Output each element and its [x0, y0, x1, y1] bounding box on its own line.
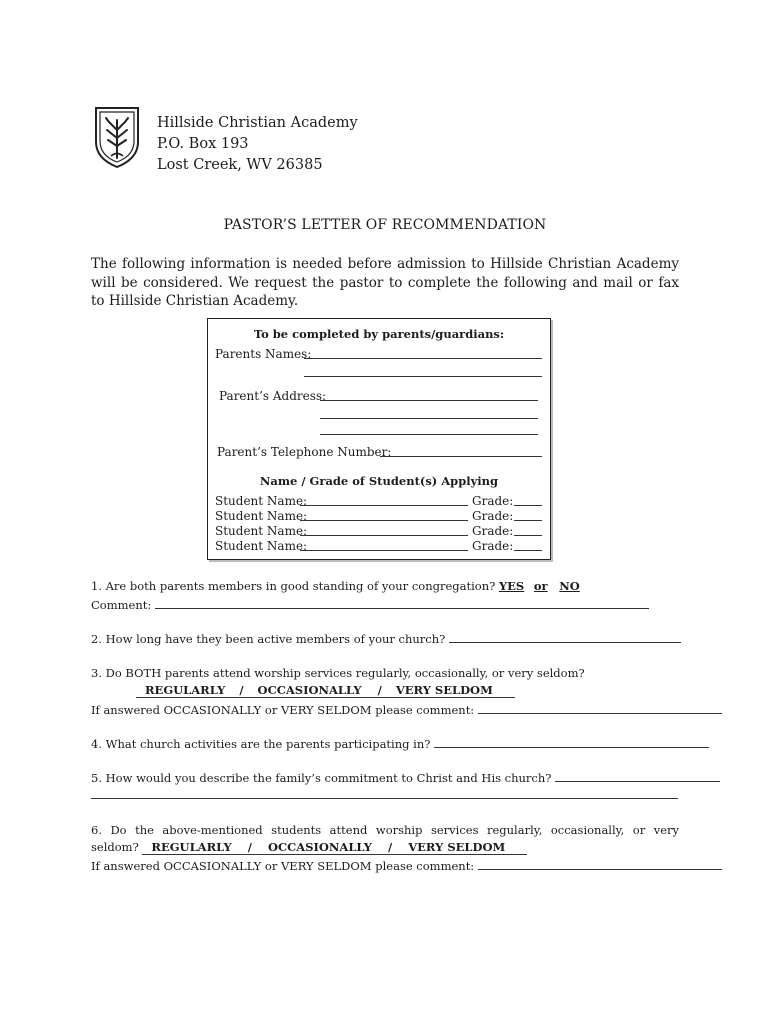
question-6-option-group — [142, 841, 527, 855]
grade-label: Grade: — [472, 509, 514, 523]
student-name-line-2[interactable] — [300, 509, 468, 521]
school-crest-logo — [94, 106, 140, 168]
parents-names-line-1[interactable] — [304, 347, 542, 359]
question-3-text: 3. Do BOTH parents attend worship services regularly, occasionally, or very seldom? — [91, 666, 585, 680]
parents-address-line-3[interactable] — [320, 423, 538, 435]
question-6-text: 6. Do the above-mentioned students attend worship services regularly, occasionally, or very — [91, 823, 679, 837]
slash: / — [377, 683, 382, 697]
question-5-text: 5. How would you describe the family’s commitment to Christ and His church? — [91, 771, 552, 785]
student-name-line-1[interactable] — [300, 494, 468, 506]
question-2-text: 2. How long have they been active members of your church? — [91, 632, 446, 646]
school-city: Lost Creek, WV 26385 — [157, 157, 323, 173]
question-2-line[interactable] — [449, 631, 681, 643]
question-5 — [91, 770, 720, 785]
comment-row — [91, 597, 649, 612]
grade-line-4[interactable] — [514, 539, 542, 551]
question-4-line[interactable] — [434, 736, 709, 748]
student-name-label: Student Name: — [215, 494, 308, 508]
question-1-text: 1. Are both parents members in good standing of your congregation? — [91, 579, 496, 593]
question-1 — [91, 579, 580, 593]
question-4 — [91, 736, 709, 751]
parents-address-line-2[interactable] — [320, 407, 538, 419]
parents-names-label: Parents Names: — [215, 347, 312, 361]
grade-label: Grade: — [472, 539, 514, 553]
student-name-line-4[interactable] — [300, 539, 468, 551]
if-answered-label: If answered OCCASIONALLY or VERY SELDOM please comment: — [91, 703, 475, 717]
box-heading: To be completed by parents/guardians: — [253, 327, 505, 341]
school-po-box: P.O. Box 193 — [157, 136, 249, 152]
student-name-label: Student Name: — [215, 539, 308, 553]
parents-names-line-2[interactable] — [304, 365, 542, 377]
regularly-option[interactable]: REGULARLY — [145, 683, 226, 697]
grade-label: Grade: — [472, 524, 514, 538]
page-title: PASTOR’S LETTER OF RECOMMENDATION — [223, 217, 547, 233]
parents-phone-line[interactable] — [380, 445, 542, 457]
occasionally-option[interactable]: OCCASIONALLY — [267, 840, 372, 854]
question-4-text: 4. What church activities are the parents participating in? — [91, 737, 431, 751]
student-name-label: Student Name: — [215, 524, 308, 538]
slash: / — [239, 683, 244, 697]
question-5-line-2[interactable] — [91, 787, 678, 799]
comment-line[interactable] — [155, 597, 649, 609]
slash: / — [247, 840, 252, 854]
question-3-comment — [91, 702, 722, 717]
grade-line-2[interactable] — [514, 509, 542, 521]
parent-info-box — [207, 318, 551, 560]
students-heading: Name / Grade of Student(s) Applying — [259, 474, 499, 488]
parents-phone-label: Parent’s Telephone Number: — [217, 445, 392, 459]
parents-address-label: Parent’s Address: — [219, 389, 327, 403]
parents-address-line-1[interactable] — [320, 389, 538, 401]
student-name-line-3[interactable] — [300, 524, 468, 536]
question-6-comment-line[interactable] — [478, 858, 722, 870]
question-6-comment — [91, 858, 722, 873]
grade-label: Grade: — [472, 494, 514, 508]
question-5-line-1[interactable] — [555, 770, 720, 782]
occasionally-option[interactable]: OCCASIONALLY — [257, 683, 362, 697]
question-3-options — [136, 684, 515, 698]
intro-paragraph: The following information is needed before admission to Hillside Christian Academy will be considered. We request the pastor to complete the following and mail or fax to Hillside Christian Academy. — [91, 256, 679, 309]
very-seldom-option[interactable]: VERY SELDOM — [395, 683, 493, 697]
regularly-option[interactable]: REGULARLY — [151, 840, 232, 854]
grade-line-1[interactable] — [514, 494, 542, 506]
very-seldom-option[interactable]: VERY SELDOM — [408, 840, 506, 854]
no-option[interactable]: NO — [559, 579, 580, 593]
slash: / — [388, 840, 393, 854]
grade-line-3[interactable] — [514, 524, 542, 536]
yes-option[interactable]: YES — [498, 579, 525, 593]
if-answered-label: If answered OCCASIONALLY or VERY SELDOM please comment: — [91, 859, 475, 873]
student-name-label: Student Name: — [215, 509, 308, 523]
question-2 — [91, 631, 681, 646]
seldom-label: seldom? — [91, 840, 139, 854]
question-3-comment-line[interactable] — [478, 702, 722, 714]
comment-label: Comment: — [91, 598, 152, 612]
school-name: Hillside Christian Academy — [157, 115, 358, 131]
question-6-options — [91, 840, 527, 855]
or-text: or — [533, 579, 548, 593]
